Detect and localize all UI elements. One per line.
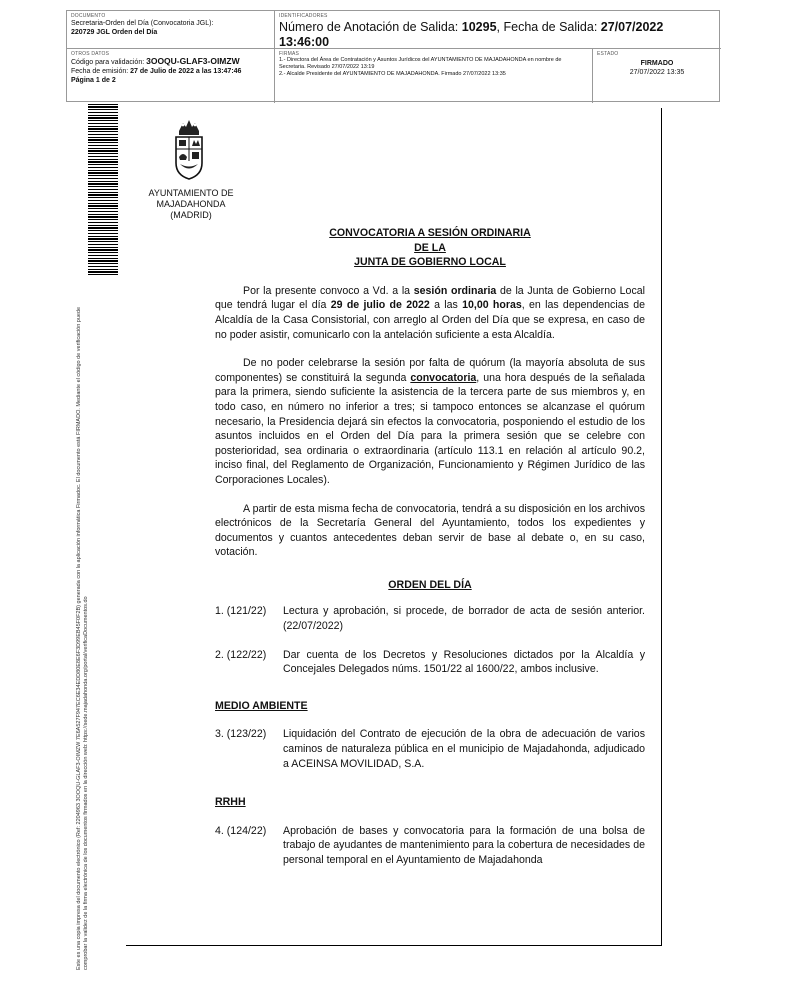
other-data-label: OTROS DATOS — [71, 51, 110, 57]
p1-session-type: sesión ordinaria — [413, 284, 497, 297]
title-line3: JUNTA DE GOBIERNO LOCAL — [354, 256, 506, 269]
document-line1: Secretaria-Orden del Día (Convocatoria JGL): — [71, 20, 214, 27]
city-hall-line1: AYUNTAMIENTO DE — [148, 188, 234, 198]
identifiers-cell — [275, 11, 721, 49]
p1-text-g: , en las dependencias de Alcaldía de la Casa Consistorial, con arreglo al Orden del Día que se expresa, en caso de no poder asistir, comunicarlo con la antelación suficiente a esta Alcaldía. — [215, 299, 645, 341]
agenda-item — [215, 648, 645, 677]
exit-number: 10295 — [461, 20, 497, 34]
title-line2: DE LA — [414, 241, 446, 254]
coat-of-arms-icon — [171, 117, 207, 181]
page-number: Página 1 de 2 — [71, 77, 116, 84]
emission-date-prefix: Fecha de emisión: — [71, 68, 131, 75]
verification-side-text: Este es una copia impresa del documento electrónico (Ref: 2204963 3OOQU-GLAF3-OIMZW 7E6A527F947EC6E34EDD80E8E6F3D99EB45F0F2B) generada con la aplicación informática Firmadoc. El documento está FIRMADO. Mediante el código de verificación puede comprobar la validez de la firma electrónica de los documentos firmados en la dirección web: https://sede.majadahonda.org/portal/verificaDocumentos.do — [76, 306, 89, 970]
exit-annotation — [279, 20, 717, 34]
agenda-item-number: 3. (123/22) — [215, 728, 267, 741]
agenda-item — [215, 604, 645, 633]
p2-second-call: convocatoria — [410, 371, 477, 384]
p1-session-date: 29 de julio de 2022 — [330, 299, 430, 312]
exit-date: 27/07/2022 — [600, 20, 664, 34]
p1-text-a: Por la presente convoco a Vd. a la — [243, 284, 414, 297]
status-value: FIRMADO — [640, 60, 674, 67]
signatures-cell — [275, 49, 593, 103]
agenda-item — [215, 824, 645, 868]
title-line1: CONVOCATORIA A SESIÓN ORDINARIA — [329, 227, 531, 239]
document-cell — [67, 11, 275, 49]
document-body — [215, 226, 645, 882]
document-header — [66, 10, 720, 102]
agenda-item-text: Liquidación del Contrato de ejecución de la obra de adecuación de varios caminos de naturaleza pública en el municipio de Majadahonda, adjudicado a ACEINSA MOVILIDAD, S.A. — [283, 728, 645, 770]
city-hall-line3: (MADRID) — [170, 210, 212, 220]
section-medio-ambiente: MEDIO AMBIENTE — [215, 699, 308, 712]
agenda-item-text: Aprobación de bases y convocatoria para la formación de una bolsa de trabajo de ayudantes de mantenimiento para la cobertura de necesidades de personal temporal en el Ayuntamiento de Majadahonda — [283, 824, 645, 866]
paragraph-archives: A partir de esta misma fecha de convocatoria, tendrá a su disposición en los archivos electrónicos de la Secretaría General del Ayuntamiento, todos los expedientes y documentos y cuantos antecedentes deban servir de base al debate o, en su caso, votación. — [215, 502, 645, 559]
agenda-item-text: Lectura y aprobación, si procede, de borrador de acta de sesión anterior. (22/07/2022) — [283, 605, 645, 633]
p2-text-c: , una hora después de la señalada para la primera, siendo suficiente la asistencia de la tercera parte de sus miembros y, en todo caso, en número no inferior a tres; si tampoco entonces se alcanzase el quórum necesario, la Presidencia dejará sin efectos la convocatoria, posponiendo el estudio de los asuntos incluidos en el Orden del Día para la primera sesión que se celebre con posterioridad, sea ordinaria o extraordinaria (artículo 113.1 en relación al artículo 90.2, inciso final, del Reglamento de Organización, Funcionamiento y Régimen Jurídico de las Corporaciones Locales). — [215, 371, 645, 486]
status-label: ESTADO — [597, 51, 619, 57]
city-hall-line2: MAJADAHONDA — [156, 199, 226, 209]
status-date: 27/07/2022 13:35 — [629, 69, 685, 76]
paragraph-quorum — [215, 356, 645, 487]
other-data-cell — [67, 49, 275, 103]
signature-2: 2.- Alcalde Presidente del AYUNTAMIENTO DE MAJADAHONDA. Firmado 27/07/2022 13:35 — [279, 71, 506, 77]
identifiers-label: IDENTIFICADORES — [279, 13, 328, 19]
emission-date — [71, 67, 270, 76]
exit-time: 13:46:00 — [279, 35, 330, 49]
validation-code-value: 3OOQU-GLAF3-OIMZW — [146, 56, 240, 66]
agenda-item-number: 1. (121/22) — [215, 605, 267, 618]
signatures-label: FIRMAS — [279, 51, 300, 57]
agenda-item — [215, 727, 645, 771]
p1-session-time: 10,00 horas — [462, 299, 522, 312]
signature-1: 1.- Directora del Área de Contratación y Asuntos Jurídicos del AYUNTAMIENTO DE MAJADAHONDA en nombre de Secretaria. Revisado 27/07/2022 13:19 — [279, 57, 562, 70]
p1-text-e: a las — [429, 299, 463, 312]
emission-date-value: 27 de Julio de 2022 a las 13:47:46 — [130, 68, 242, 75]
validation-code-prefix: Código para validación: — [71, 59, 147, 66]
status-cell — [593, 49, 721, 103]
agenda-title: ORDEN DEL DÍA — [388, 578, 472, 591]
agenda-item-number: 2. (122/22) — [215, 648, 267, 661]
p1-text-c: de la Junta de Gobierno Local que tendrá lugar el día — [215, 284, 645, 312]
exit-number-prefix: Número de Anotación de Salida: — [279, 20, 462, 34]
exit-date-prefix: , Fecha de Salida: — [496, 20, 601, 34]
agenda-item-text: Dar cuenta de los Decretos y Resoluciones dictados por la Alcaldía y Concejales Delegados núms. 1501/22 al 1600/22, ambos inclusive. — [283, 648, 645, 676]
validation-code — [71, 57, 270, 67]
document-label: DOCUMENTO — [71, 13, 106, 19]
city-hall-name — [136, 188, 246, 221]
p2-text-a: De no poder celebrarse la sesión por falta de quórum (la mayoría absoluta de sus componentes) se constituirá la segunda — [215, 357, 645, 384]
barcode — [88, 104, 118, 276]
agenda-item-number: 4. (124/22) — [215, 824, 267, 837]
section-rrhh: RRHH — [215, 796, 246, 809]
document-title — [215, 226, 645, 270]
paragraph-convocation — [215, 284, 645, 342]
document-line2: 220729 JGL Orden del Día — [71, 29, 158, 36]
